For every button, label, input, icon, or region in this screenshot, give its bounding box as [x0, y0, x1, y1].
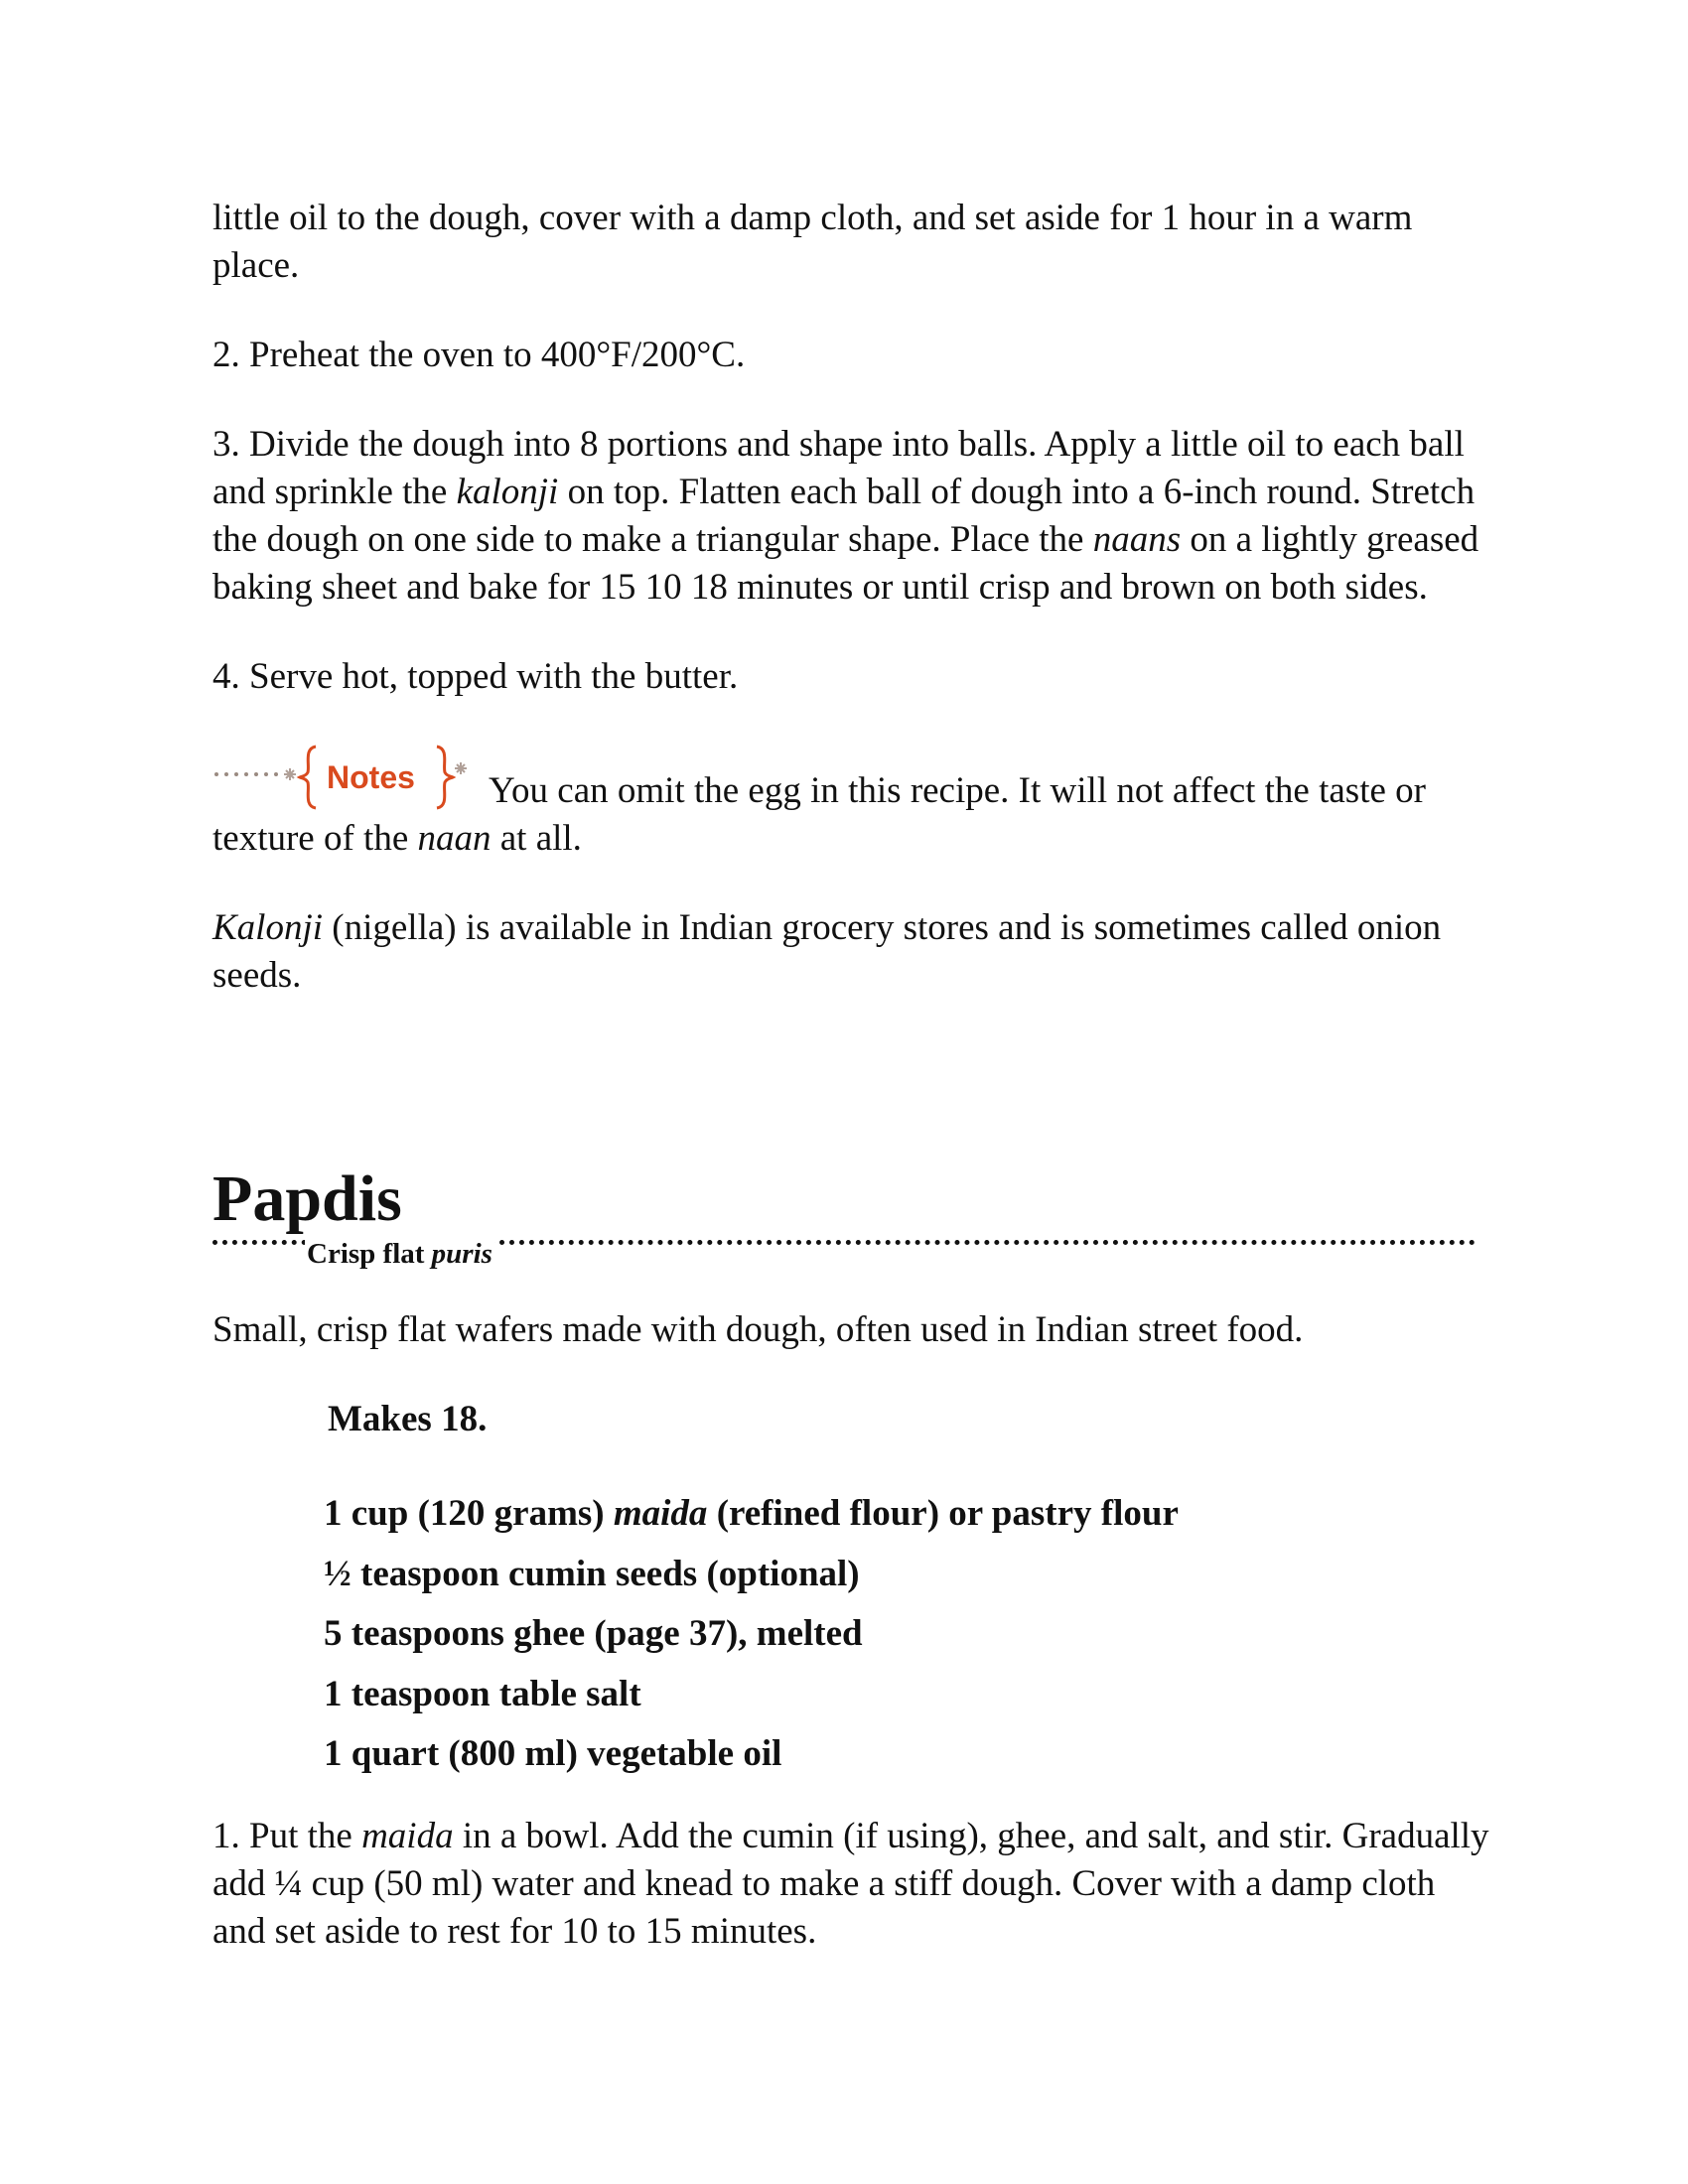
recipe-step-1: 1. Put the maida in a bowl. Add the cumin (if using), ghee, and salt, and stir. Gradually add ¼ cup (50 ml) water and knead to make a stiff dough. Cover with a damp cloth and set aside to rest for 10 to 15 minutes.: [212, 1816, 1489, 1952]
note-2: Kalonji (nigella) is available in Indian grocery stores and is sometimes called onion seeds.: [212, 907, 1442, 996]
step-1-continued: little oil to the dough, cover with a damp cloth, and set aside for 1 hour in a warm place.: [212, 198, 1413, 286]
notes-badge-label: Notes: [327, 759, 415, 795]
notes-badge-icon: [212, 743, 489, 812]
recipe-intro: Small, crisp flat wafers made with dough, often used in Indian street food.: [212, 1309, 1304, 1350]
page-body: [212, 195, 1483, 1041]
recipe-subtitle: Crisp flat puris: [307, 1238, 492, 1270]
step-2: 2. Preheat the oven to 400°F/200°C.: [212, 335, 746, 375]
ingredient-item: 1 quart (800 ml) vegetable oil: [324, 1733, 782, 1774]
ingredient-item: 1 teaspoon table salt: [324, 1673, 641, 1714]
ingredient-list: [324, 1484, 1179, 1785]
step-4: 4. Serve hot, topped with the butter.: [212, 656, 739, 697]
recipe-yield: Makes 18.: [328, 1399, 488, 1439]
recipe-title: Papdis: [212, 1162, 402, 1235]
ingredient-item: 1 cup (120 grams) maida (refined flour) or pastry flour: [324, 1493, 1179, 1534]
step-3: 3. Divide the dough into 8 portions and shape into balls. Apply a little oil to each ball and sprinkle the kalonji on top. Flatten each ball of dough into a 6-inch round. Stretch the dough on one side to make a triangular shape. Place the naans on a lightly greased baking sheet and bake for 15 10 18 minutes or until crisp and brown on both sides.: [212, 424, 1479, 608]
note-1: Notes You can omit the egg in this recipe. It will not affect the taste or texture of the naan at all.: [212, 743, 1483, 863]
ingredient-item: 5 teaspoons ghee (page 37), melted: [324, 1613, 863, 1654]
ingredient-item: ½ teaspoon cumin seeds (optional): [324, 1553, 860, 1594]
